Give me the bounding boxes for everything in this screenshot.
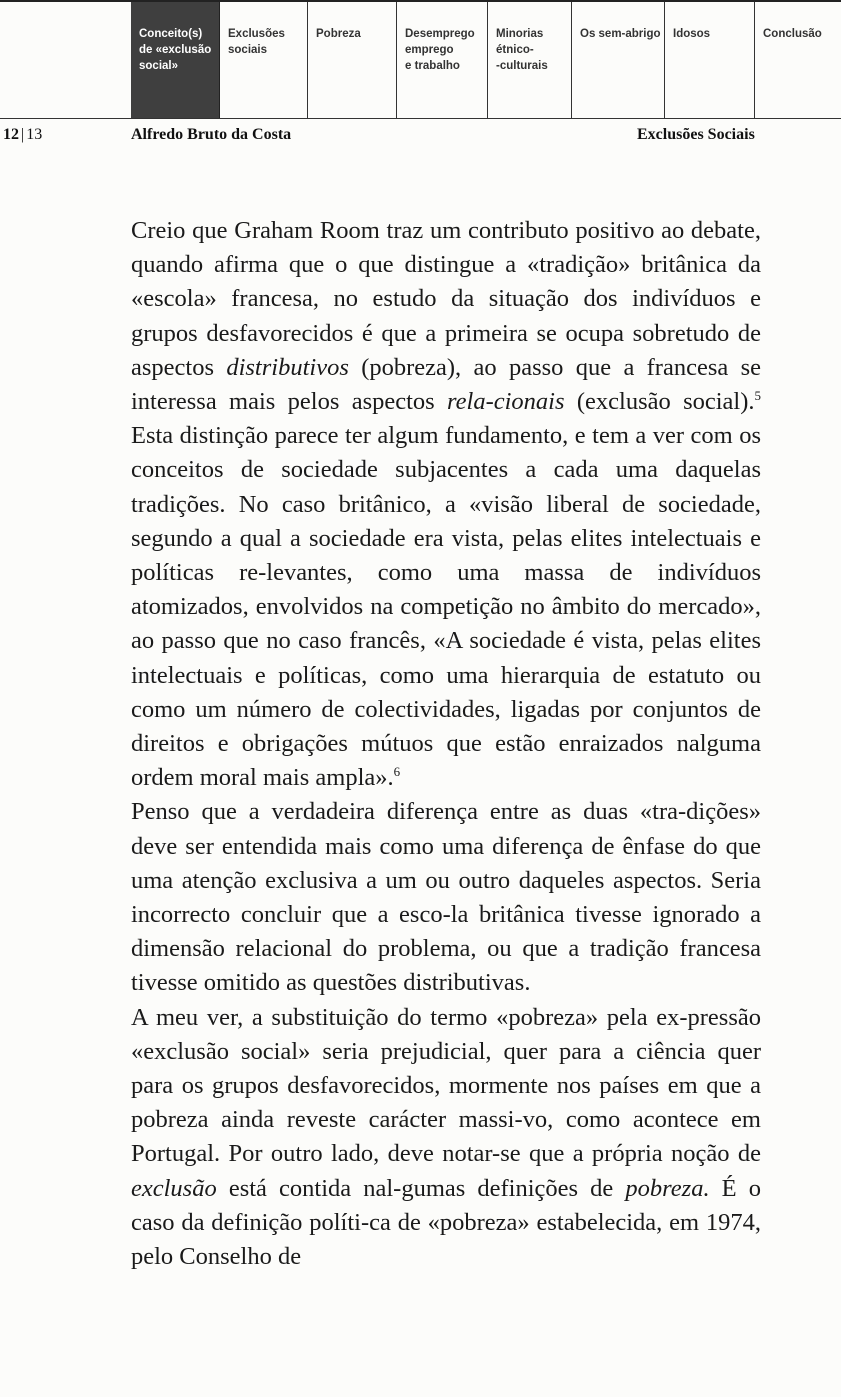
page-numbers: 12 | 13 (3, 126, 43, 143)
tab-exclusoes-sociais[interactable] (220, 2, 308, 118)
tab-pobreza[interactable] (308, 2, 397, 118)
nav-bottom-rule (0, 118, 841, 119)
tab-label-line: Exclusões (228, 28, 285, 40)
tab-label-line: Minorias (496, 28, 544, 40)
page-number-right: 13 (26, 126, 43, 143)
tab-idosos[interactable] (665, 2, 755, 118)
tab-label-line: Conclusão (763, 28, 822, 40)
chapter-navigation (0, 0, 841, 119)
tab-label-line: sociais (228, 44, 267, 56)
paragraph: Penso que a verdadeira diferença entre as duas «tra-dições» deve ser entendida mais como uma diferença de ênfase do que uma atenção exclusiva a um ou outro daqueles aspectos. Seria incorrecto concluir que a esco-la britânica tivesse ignorado a dimensão relacional do problema, ou que a tradição francesa tivesse omitido as questões distributivas. (131, 798, 761, 997)
body-text (131, 214, 761, 1274)
emphasis: rela-cionais (447, 388, 565, 416)
tab-conclusao[interactable] (755, 2, 841, 118)
tab-label-line: Idosos (673, 28, 711, 40)
tab-minorias[interactable] (488, 2, 572, 118)
paragraph: A meu ver, a substituição do termo «pobreza» pela ex-pressão «exclusão social» seria prejudicial, quer para a ciência quer para os grupos desfavorecidos, mormente nos países em que a pobreza ainda reveste carácter massi-vo, como acontece em Portugal. Por outro lado, deve notar-se que a própria noção de exclusão está contida nal-gumas definições de pobreza. É o caso da definição políti-ca de «pobreza» estabelecida, em 1974, pelo Conselho de (131, 1003, 762, 1271)
footnote-ref: 5 (754, 387, 761, 403)
tab-label-line: social» (139, 60, 178, 72)
tab-label-line: Pobreza (316, 28, 361, 40)
paragraph: Creio que Graham Room traz um contributo positivo ao debate, quando afirma que o que distingue a «tradição» britânica da «escola» francesa, no estudo da situação dos indivíduos e grupos desfavorecidos é que a primeira se ocupa sobretudo de aspectos distributivos (pobreza), ao passo que a francesa se interessa mais pelos aspectos rela-cionais (exclusão social).$^5$ Esta distinção parece ter algum fundamento, e tem a ver com os conceitos de sociedade subjacentes a cada uma daquelas tradições. No caso britânico, a «visão liberal de sociedade, segundo a qual a sociedade era vista, pelas elites intelectuais e políticas re-levantes, como uma massa de indivíduos atomizados, envolvidos na competição no âmbito do mercado», ao passo que no caso francês, «A sociedade é vista, pelas elites intelectuais e políticas, como uma hierarquia de estatuto ou como um número de colectividades, ligadas por conjuntos de direitos e obrigações mútuos que estão enraizados nalguma ordem moral mais ampla».$^6$ (131, 217, 761, 792)
tab-label-line: de «exclusão (139, 44, 212, 56)
page-number-left: 12 (3, 126, 19, 143)
tab-label-line: Conceito(s) (139, 28, 203, 40)
footnote-ref: 6 (393, 764, 401, 780)
tab-label-line: -culturais (496, 60, 548, 72)
tab-sem-abrigo[interactable] (572, 2, 665, 118)
tab-label-line: étnico- (496, 44, 534, 56)
running-head-author: Alfredo Bruto da Costa (131, 126, 292, 143)
tab-label-line: emprego (405, 44, 454, 56)
running-head-title: Exclusões Sociais (637, 126, 755, 143)
emphasis: distributivos (226, 353, 349, 381)
tab-conceitos[interactable] (131, 2, 220, 118)
emphasis: exclusão (131, 1174, 217, 1202)
tab-label-line: Desemprego (405, 28, 475, 40)
tab-label-line: e trabalho (405, 60, 460, 72)
tab-label-line: Os sem-abrigo (580, 28, 661, 40)
tab-desemprego[interactable] (397, 2, 488, 118)
emphasis: pobreza. (625, 1174, 710, 1202)
